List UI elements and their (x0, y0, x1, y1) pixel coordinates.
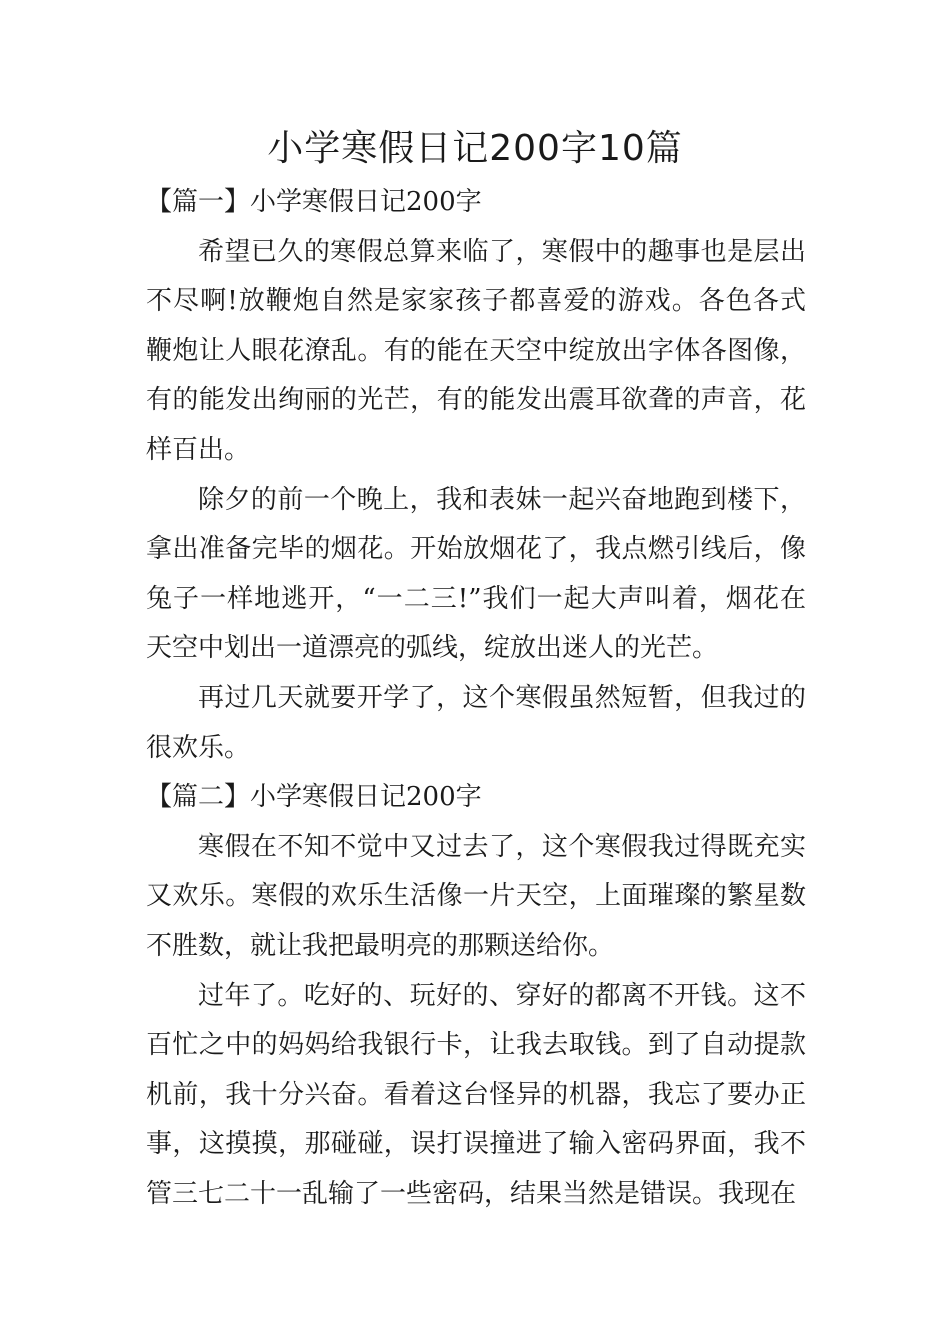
paragraph: 寒假在不知不觉中又过去了，这个寒假我过得既充实又欢乐。寒假的欢乐生活像一片天空，上面璀璨的繁星数不胜数，就让我把最明亮的那颗送给你。 (146, 831, 806, 961)
section-1 (146, 178, 806, 773)
section-heading: 【篇一】小学寒假日记200字 (146, 187, 482, 217)
section-2 (146, 773, 806, 1219)
paragraph: 除夕的前一个晚上，我和表妹一起兴奋地跑到楼下，拿出准备完毕的烟花。开始放烟花了，我点燃引线后，像兔子一样地逃开，“一二三!”我们一起大声叫着，烟花在天空中划出一道漂亮的弧线，绽放出迷人的光芒。 (146, 484, 806, 664)
paragraph: 再过几天就要开学了，这个寒假虽然短暂，但我过的很欢乐。 (146, 682, 806, 763)
section-heading: 【篇二】小学寒假日记200字 (146, 782, 482, 813)
document-body (146, 178, 806, 1219)
document-title: 小学寒假日记200字10篇 (267, 128, 683, 169)
paragraph: 希望已久的寒假总算来临了，寒假中的趣事也是层出不尽啊!放鞭炮自然是家家孩子都喜爱的游戏。各色各式鞭炮让人眼花潦乱。有的能在天空中绽放出字体各图像，有的能发出绚丽的光芒，有的能发出震耳欲聋的声音，花样百出。 (146, 236, 806, 465)
paragraph: 过年了。吃好的、玩好的、穿好的都离不开钱。这不百忙之中的妈妈给我银行卡，让我去取钱。到了自动提款机前，我十分兴奋。看着这台怪异的机器，我忘了要办正事，这摸摸，那碰碰，误打误撞进了输入密码界面，我不管三七二十一乱输了一些密码，结果当然是错误。我现在 (146, 980, 806, 1209)
